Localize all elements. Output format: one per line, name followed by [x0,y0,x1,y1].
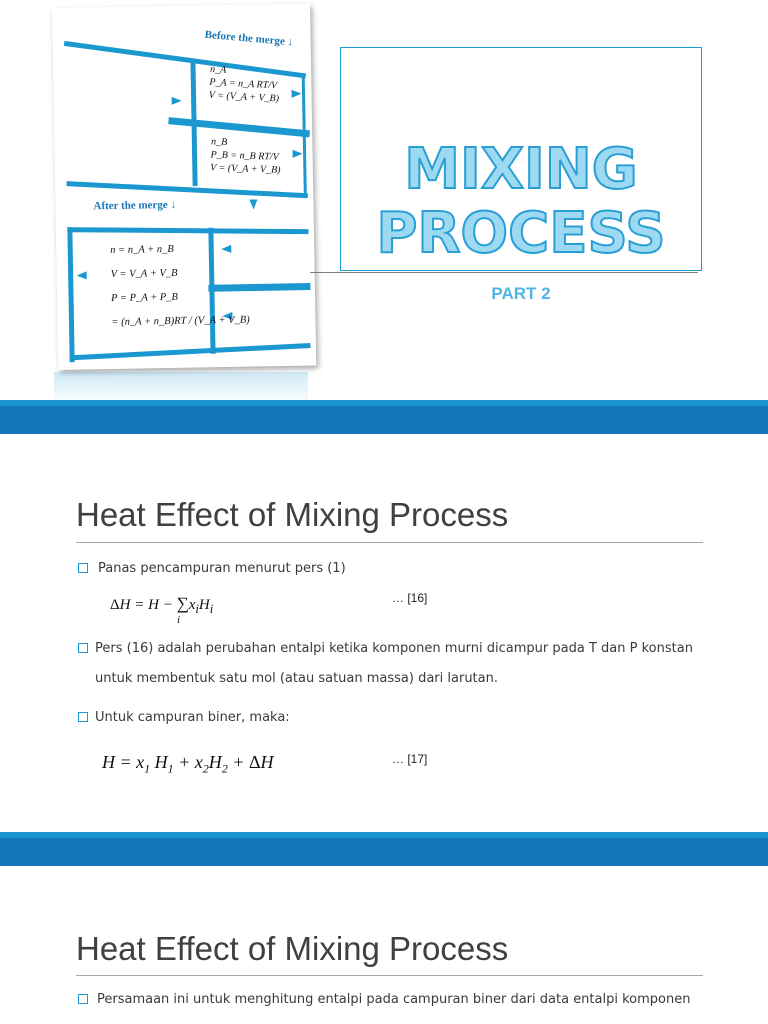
divider-band [0,406,768,434]
content-slide-2 [0,434,768,832]
mixing-diagram [52,3,316,369]
bullet-icon [78,994,88,1004]
slide-title: Heat Effect of Mixing Process [76,930,509,967]
slide-subtitle: PART 2 [491,284,551,303]
slide-title: Heat Effect of Mixing Process [76,496,509,533]
bullet-icon [78,712,88,722]
title-slide [0,0,768,400]
box-b-equations: n_B P_B = n_B RT/V V = (V_A + V_B) [209,136,281,176]
bullet-icon [78,563,88,573]
divider-band [0,838,768,866]
title-rule [76,975,703,976]
bullet-icon [78,643,88,653]
slide-title-line2: PROCESS [376,201,666,266]
equation-16-label: … [16] [392,591,428,605]
after-equations: n = n_A + n_B V = V_A + V_B P = P_A + P_B = (n_A + n_B)RT / (V_A + V_B) [110,243,250,329]
bullet-text: Untuk campuran biner, maka: [95,710,290,725]
box-a-equations: n_A P_A = n_A RT/V V = (V_A + V_B) [208,63,280,105]
equation-17: $H = x_1$ $H_1 + x_2H_2 + \Delta H$ [102,752,274,776]
bullet-text: Panas pencampuran menurut pers (1) [98,561,346,576]
bullet-text: Persamaan ini untuk menghitung entalpi pada campuran biner dari data entalpi komponen [97,992,691,1007]
equation-17-label: … [17] [392,752,428,766]
bullet-text: Pers (16) adalah perubahan entalpi ketika komponen murni dicampur pada T dan P konstan untuk membentuk satu mol (atau satuan massa) dari larutan. [95,641,693,686]
after-merge-label: After the merge ↓ [93,198,177,213]
slide-title-line1: MIXING [404,137,638,202]
before-merge-label: Before the merge ↓ [204,28,294,49]
content-slide-3 [0,866,768,1024]
title-rule [76,542,703,543]
equation-16: $\Delta H = H - \sum x_iH_i$ i [110,594,214,626]
title-underline [310,272,698,273]
